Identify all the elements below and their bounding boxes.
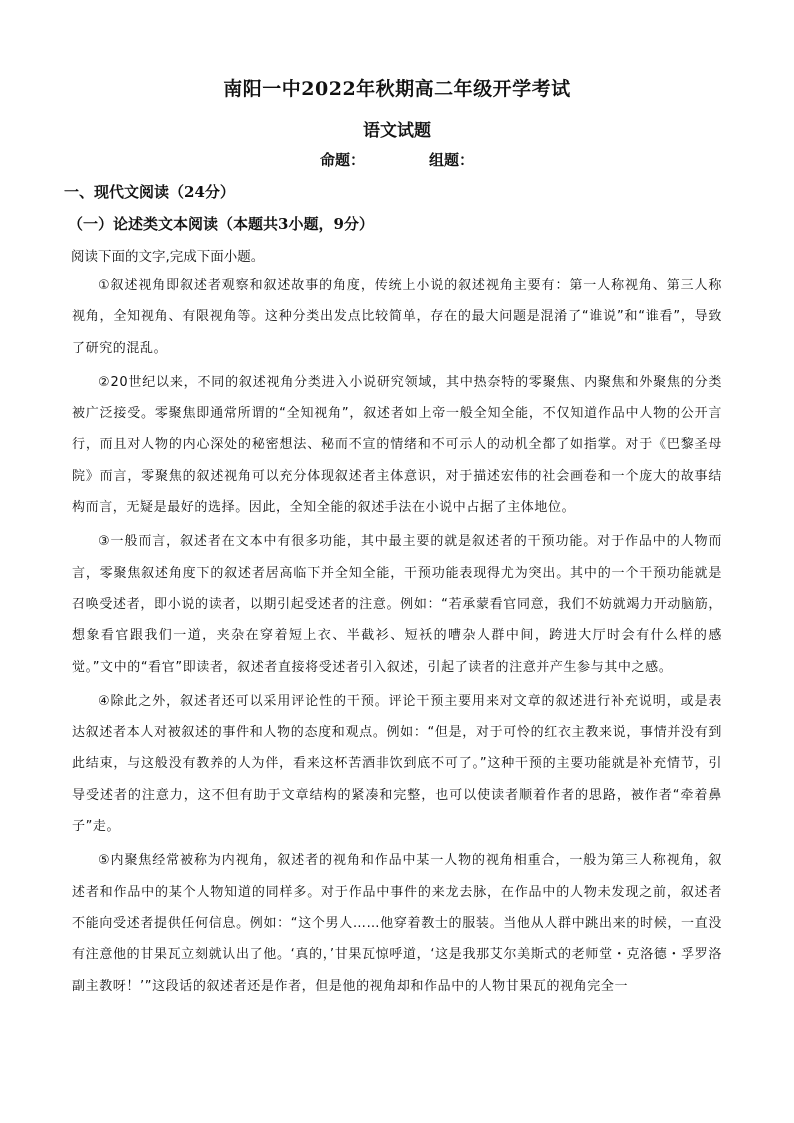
- exam-title: 南阳一中2022年秋期高二年级开学考试: [223, 78, 571, 100]
- section-heading-part1: 一、现代文阅读（24分）: [64, 183, 235, 201]
- reviewer-label: 组题：: [429, 151, 475, 169]
- paragraph-3: ③一般而言，叙述者在文本中有很多功能，其中最主要的就是叙述者的干预功能。对于作品中的人物而言，零聚焦叙述角度下的叙述者居高临下并全知全能，干预功能表现得尤为突出。其中的一个干预功能就是召唤受述者，即小说的读者，以期引起受述者的注意。例如：“若承蒙看官同意，我们不妨就竭力开动脑筋，想象看官跟我们一道，夹杂在穿着短上衣、半截衫、短袄的嘈杂人群中间，跨进大厅时会有什么样的感觉。”文中的“看官”即读者，叙述者直接将受述者引入叙述，引起了读者的注意并产生参与其中之感。: [72, 534, 722, 675]
- exam-subtitle: 语文试题: [363, 121, 431, 141]
- proposer-label: 命题：: [319, 151, 365, 169]
- paragraph-2: ②20世纪以来，不同的叙述视角分类进入小说研究领域，其中热奈特的零聚焦、内聚焦和外聚焦的分类被广泛接受。零聚焦即通常所谓的“全知视角”，叙述者如上帝一般全知全能，不仅知道作品中人物的公开言行，而且对人物的内心深处的秘密想法、秘而不宣的情绪和不可示人的动机全都了如指掌。对于《巴黎圣母院》而言，零聚焦的叙述视角可以充分体现叙述者主体意识，对于描述宏伟的社会画卷和一个庞大的故事结构而言，无疑是最好的选择。因此，全知全能的叙述手法在小说中占据了主体地位。: [72, 374, 722, 516]
- section-heading-part1-sub1: （一）论述类文本阅读（本题共3小题，9分）: [68, 215, 374, 233]
- passage-body: [72, 270, 722, 1005]
- paragraph-5: ⑤内聚焦经常被称为内视角，叙述者的视角和作品中某一人物的视角相重合，一般为第三人称视角，叙述者和作品中的某个人物知道的同样多。对于作品中事件的来龙去脉，在作品中的人物未发现之前，叙述者不能向受述者提供任何信息。例如：“这个男人……他穿着教士的服装。当他从人群中跳出来的时候，一直没有注意他的甘果瓦立刻就认出了他。‘真的，’甘果瓦惊呼道，‘这是我那艾尔美斯式的老师堂・克洛德・孚罗洛副主教呀！’”这段话的叙述者还是作者，但是他的视角却和作品中的人物甘果瓦的视角完全一: [72, 853, 722, 994]
- exam-meta: [0, 149, 794, 170]
- paragraph-1: ①叙述视角即叙述者观察和叙述故事的角度，传统上小说的叙述视角主要有：第一人称视角、第三人称视角，全知视角、有限视角等。这种分类出发点比较简单，存在的最大问题是混淆了“谁说”和“谁看”，导致了研究的混乱。: [72, 278, 722, 356]
- paragraph-4: ④除此之外，叙述者还可以采用评论性的干预。评论干预主要用来对文章的叙述进行补充说明，或是表达叙述者本人对被叙述的事件和人物的态度和观点。例如：“但是，对于可怜的红衣主教来说，事情并没有到此结束，与这般没有教养的人为伴，看来这杯苦酒非饮到底不可了。”这种干预的主要功能就是补充情节，引导受述者的注意力，这不但有助于文章结构的紧凑和完整，也可以使读者顺着作者的思路，被作者“牵着鼻子”走。: [72, 693, 722, 835]
- reading-instruction: 阅读下面的文字,完成下面小题。: [71, 249, 265, 265]
